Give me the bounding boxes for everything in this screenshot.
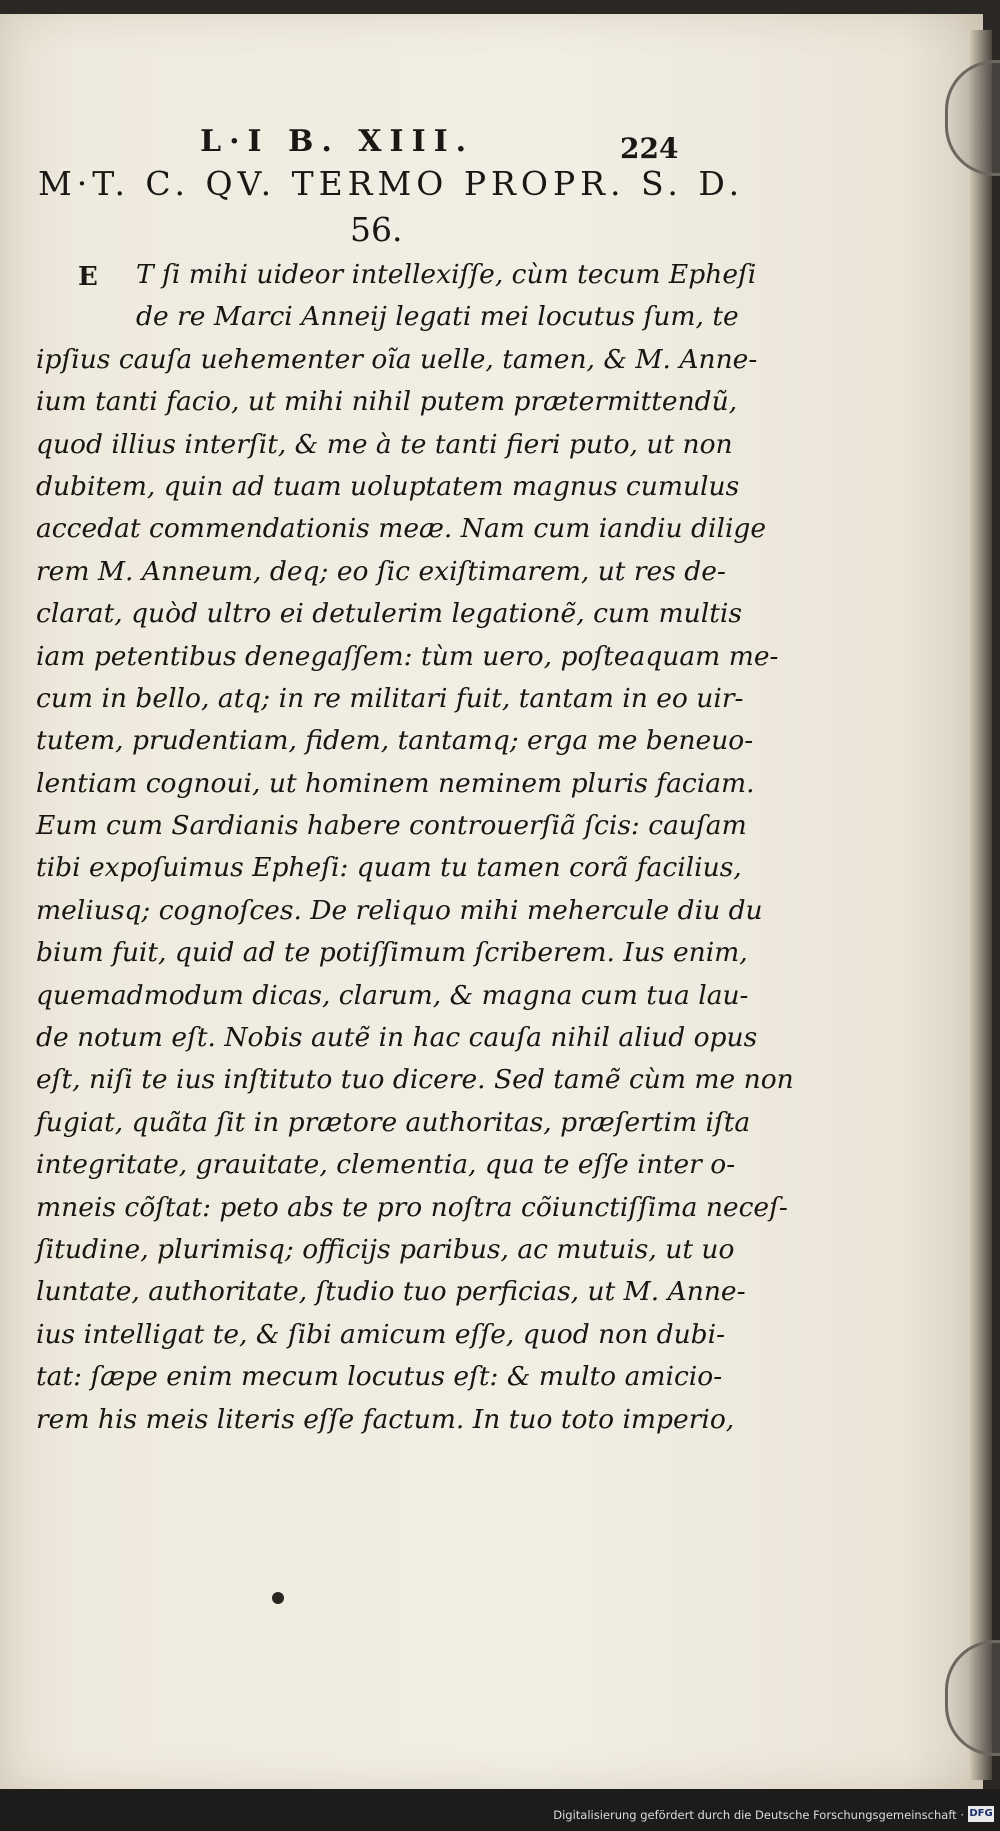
text-line: quemadmodum dicas, clarum, & magna cum tua lau- [36,979,749,1011]
text-line: tibi expoſuimus Epheſi: quam tu tamen corã facilius, [36,852,742,884]
text-line: quod illius interſit, & me à te tanti fieri puto, ut non [36,428,733,460]
text-line: de notum eſt. Nobis autẽ in hac cauſa nihil aliud opus [36,1022,758,1054]
text-line: T ſi mihi uideor intellexiſſe, cùm tecum Epheſi [136,259,757,290]
text-line: tat: ſæpe enim mecum locutus eſt: & multo amicio- [36,1361,723,1393]
text-line: mneis cõſtat: peto abs te pro noſtra cõiunctiſſima neceſ- [36,1191,788,1223]
running-head: L·I B. XIII. [200,124,475,159]
text-line: ipſius cauſa uehementer oĩa uelle, tamen, & M. Anne- [36,343,758,375]
letter-heading: M·T. C. QV. TERMO PROPR. S. D. [38,164,745,203]
text-line: tutem, prudentiam, fidem, tantamq; erga me beneuo- [36,725,754,757]
letter-number: 56. [350,210,403,249]
text-line: ium tanti facio, ut mihi nihil putem prætermittendũ, [36,386,738,418]
text-line: ſitudine, plurimisq; officijs paribus, ac mutuis, ut uo [36,1233,735,1265]
letter-body [36,254,794,1441]
drop-cap: E [78,262,98,292]
dfg-logo-icon: DFG [968,1806,994,1822]
book-page [0,14,983,1789]
text-line: dubitem, quin ad tuam uoluptatem magnus cumulus [36,470,740,502]
ornament-dot [272,1592,284,1604]
text-line: fugiat, quãta ſit in prætore authoritas, præſertim iſta [36,1106,751,1138]
text-line: eſt, niſi te ius inſtituto tuo dicere. Sed tamẽ cùm me non [36,1064,794,1096]
text-line: rem his meis literis eſſe factum. In tuo toto imperio, [36,1403,735,1435]
text-line: accedat commendationis meæ. Nam cum iandiu dilige [36,513,767,545]
text-line: clarat, quòd ultro ei detulerim legationẽ, cum multis [36,598,742,630]
text-line: ius intelligat te, & ſibi amicum eſſe, quod non dubi- [36,1318,726,1350]
text-line: bium fuit, quid ad te potiſſimum ſcriberem. Ius enim, [36,937,748,969]
text-line: integritate, grauitate, clementia, qua te eſſe inter o- [36,1149,736,1181]
text-line: Eum cum Sardianis habere controuerſiã ſcis: cauſam [36,810,747,842]
page-number: 224 [620,132,679,165]
text-line: de re Marci Anneij legati mei locutus ſum, te [136,301,739,333]
page-edge [970,30,992,1780]
text-line: luntate, authoritate, ſtudio tuo perficias, ut M. Anne- [36,1276,746,1308]
text-line: cum in bello, atq; in re militari fuit, tantam in eo uir- [36,682,744,714]
funding-credit: Digitalisierung gefördert durch die Deutsche Forschungsgemeinschaft · [553,1808,964,1822]
text-line: meliusq; cognoſces. De reliquo mihi mehercule diu du [36,894,763,926]
text-line: iam petentibus denegaſſem: tùm uero, poſteaquam me- [36,640,779,672]
text-line: lentiam cognoui, ut hominem neminem pluris faciam. [36,767,755,799]
text-line: rem M. Anneum, deq; eo ſic exiſtimarem, ut res de- [36,555,726,587]
